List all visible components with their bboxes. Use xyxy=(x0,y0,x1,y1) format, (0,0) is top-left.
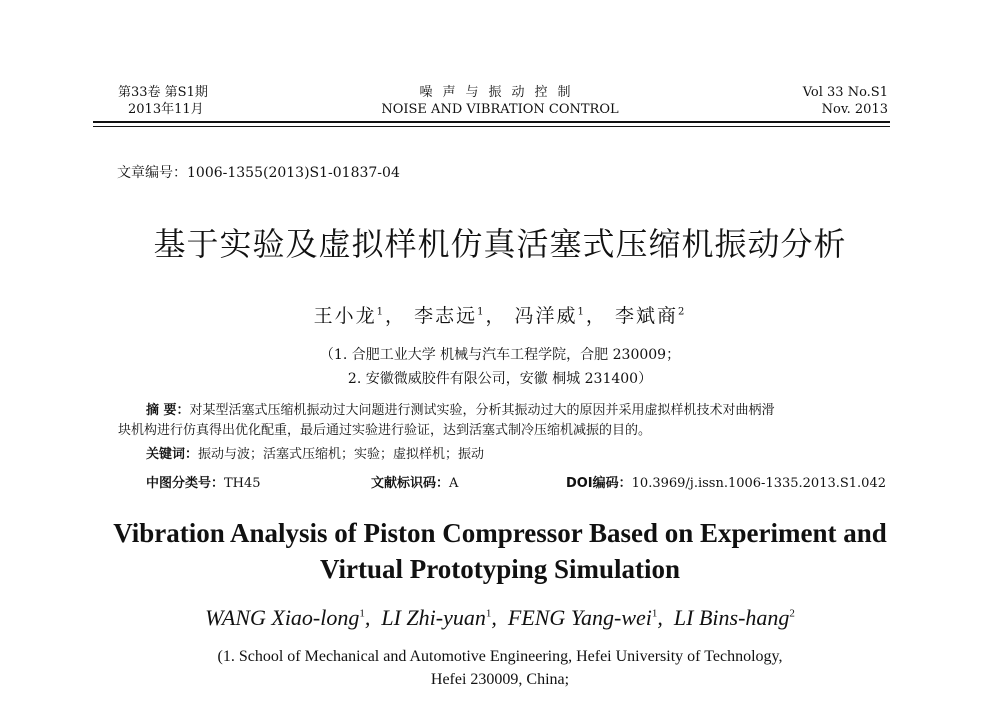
title-en-line: Virtual Prototyping Simulation xyxy=(319,554,681,584)
journal-name-zh: 噪声与振动控制 xyxy=(419,85,581,100)
abstract-zh xyxy=(118,401,886,441)
author-aff: 1 xyxy=(359,607,365,620)
volume-zh: 第33卷 第S1期 xyxy=(118,85,208,100)
doc-code: 文献标识码：A xyxy=(371,476,459,491)
doi: DOI编码：10.3969/j.issn.1006-1335.2013.S1.042 xyxy=(565,476,886,491)
author-en: LI Bins-hang xyxy=(673,605,790,630)
header-rule-thin xyxy=(93,126,890,127)
keywords-label: 关键词： xyxy=(146,447,199,462)
affiliation-en: Hefei 230009, China; xyxy=(430,671,570,688)
clc-code: 中图分类号：TH45 xyxy=(146,476,261,491)
volume-en: Vol 33 No.S1 xyxy=(802,85,888,100)
author-aff: 1 xyxy=(477,306,486,318)
title-en-line: Vibration Analysis of Piston Compressor Based on Experiment and xyxy=(113,518,887,548)
header-journal xyxy=(330,84,670,118)
author-aff: 1 xyxy=(577,306,586,318)
journal-name-en: NOISE AND VIBRATION CONTROL xyxy=(381,102,619,117)
abstract-text: 块机构进行仿真得出优化配重，最后通过实验进行验证，达到活塞式制冷压缩机减振的目的。 xyxy=(118,423,652,438)
title-en xyxy=(0,515,1000,587)
author-zh: 李斌商 xyxy=(614,305,678,327)
author-zh: 李志远 xyxy=(414,305,478,327)
author-aff: 2 xyxy=(789,607,795,620)
affiliation-en: (1. School of Mechanical and Automotive Engineering, Hefei University of Technology, xyxy=(217,648,783,665)
abstract-text: 对某型活塞式压缩机振动过大问题进行测试实验，分析其振动过大的原因并采用虚拟样机技术对曲柄滑 xyxy=(189,403,775,418)
author-zh: 冯洋威 xyxy=(514,305,578,327)
title-zh: 基于实验及虚拟样机仿真活塞式压缩机振动分析 xyxy=(153,225,847,263)
authors-en: WANG Xiao-long$^1$, LI Zhi-yuan$^1$, FENG Yang-wei$^1$, LI Bins-hang$^2$ xyxy=(205,605,795,630)
affiliations-en xyxy=(0,645,1000,691)
author-zh: 王小龙 xyxy=(313,305,377,327)
abstract-label: 摘 要： xyxy=(146,403,190,418)
author-aff: 1 xyxy=(485,607,492,620)
keywords-zh xyxy=(146,443,484,462)
affiliation-zh: （1. 合肥工业大学 机械与汽车工程学院，合肥 230009； xyxy=(319,347,681,363)
author-en: LI Zhi-yuan xyxy=(381,605,486,630)
article-number: 文章编号：1006-1355(2013)S1-01837-04 xyxy=(117,165,400,181)
authors-zh: 王小龙$^1$， 李志远$^1$， 冯洋威$^1$， 李斌商$^2$ xyxy=(313,305,687,327)
author-en: WANG Xiao-long xyxy=(205,605,360,630)
date-zh: 2013年11月 xyxy=(128,102,204,117)
header-volume-issue xyxy=(118,84,208,118)
header-rule-thick xyxy=(93,121,890,123)
affiliations-zh xyxy=(0,343,1000,391)
author-aff: 1 xyxy=(651,607,658,620)
header-volume-en xyxy=(803,84,888,118)
keywords-text: 振动与波；活塞式压缩机；实验；虚拟样机；振动 xyxy=(198,447,485,462)
author-aff: 1 xyxy=(376,306,386,318)
date-en: Nov. 2013 xyxy=(821,102,888,117)
affiliation-zh: 2. 安徽微威胶件有限公司，安徽 桐城 231400） xyxy=(347,371,653,387)
author-en: FENG Yang-wei xyxy=(507,605,652,630)
author-aff: 2 xyxy=(677,306,687,318)
